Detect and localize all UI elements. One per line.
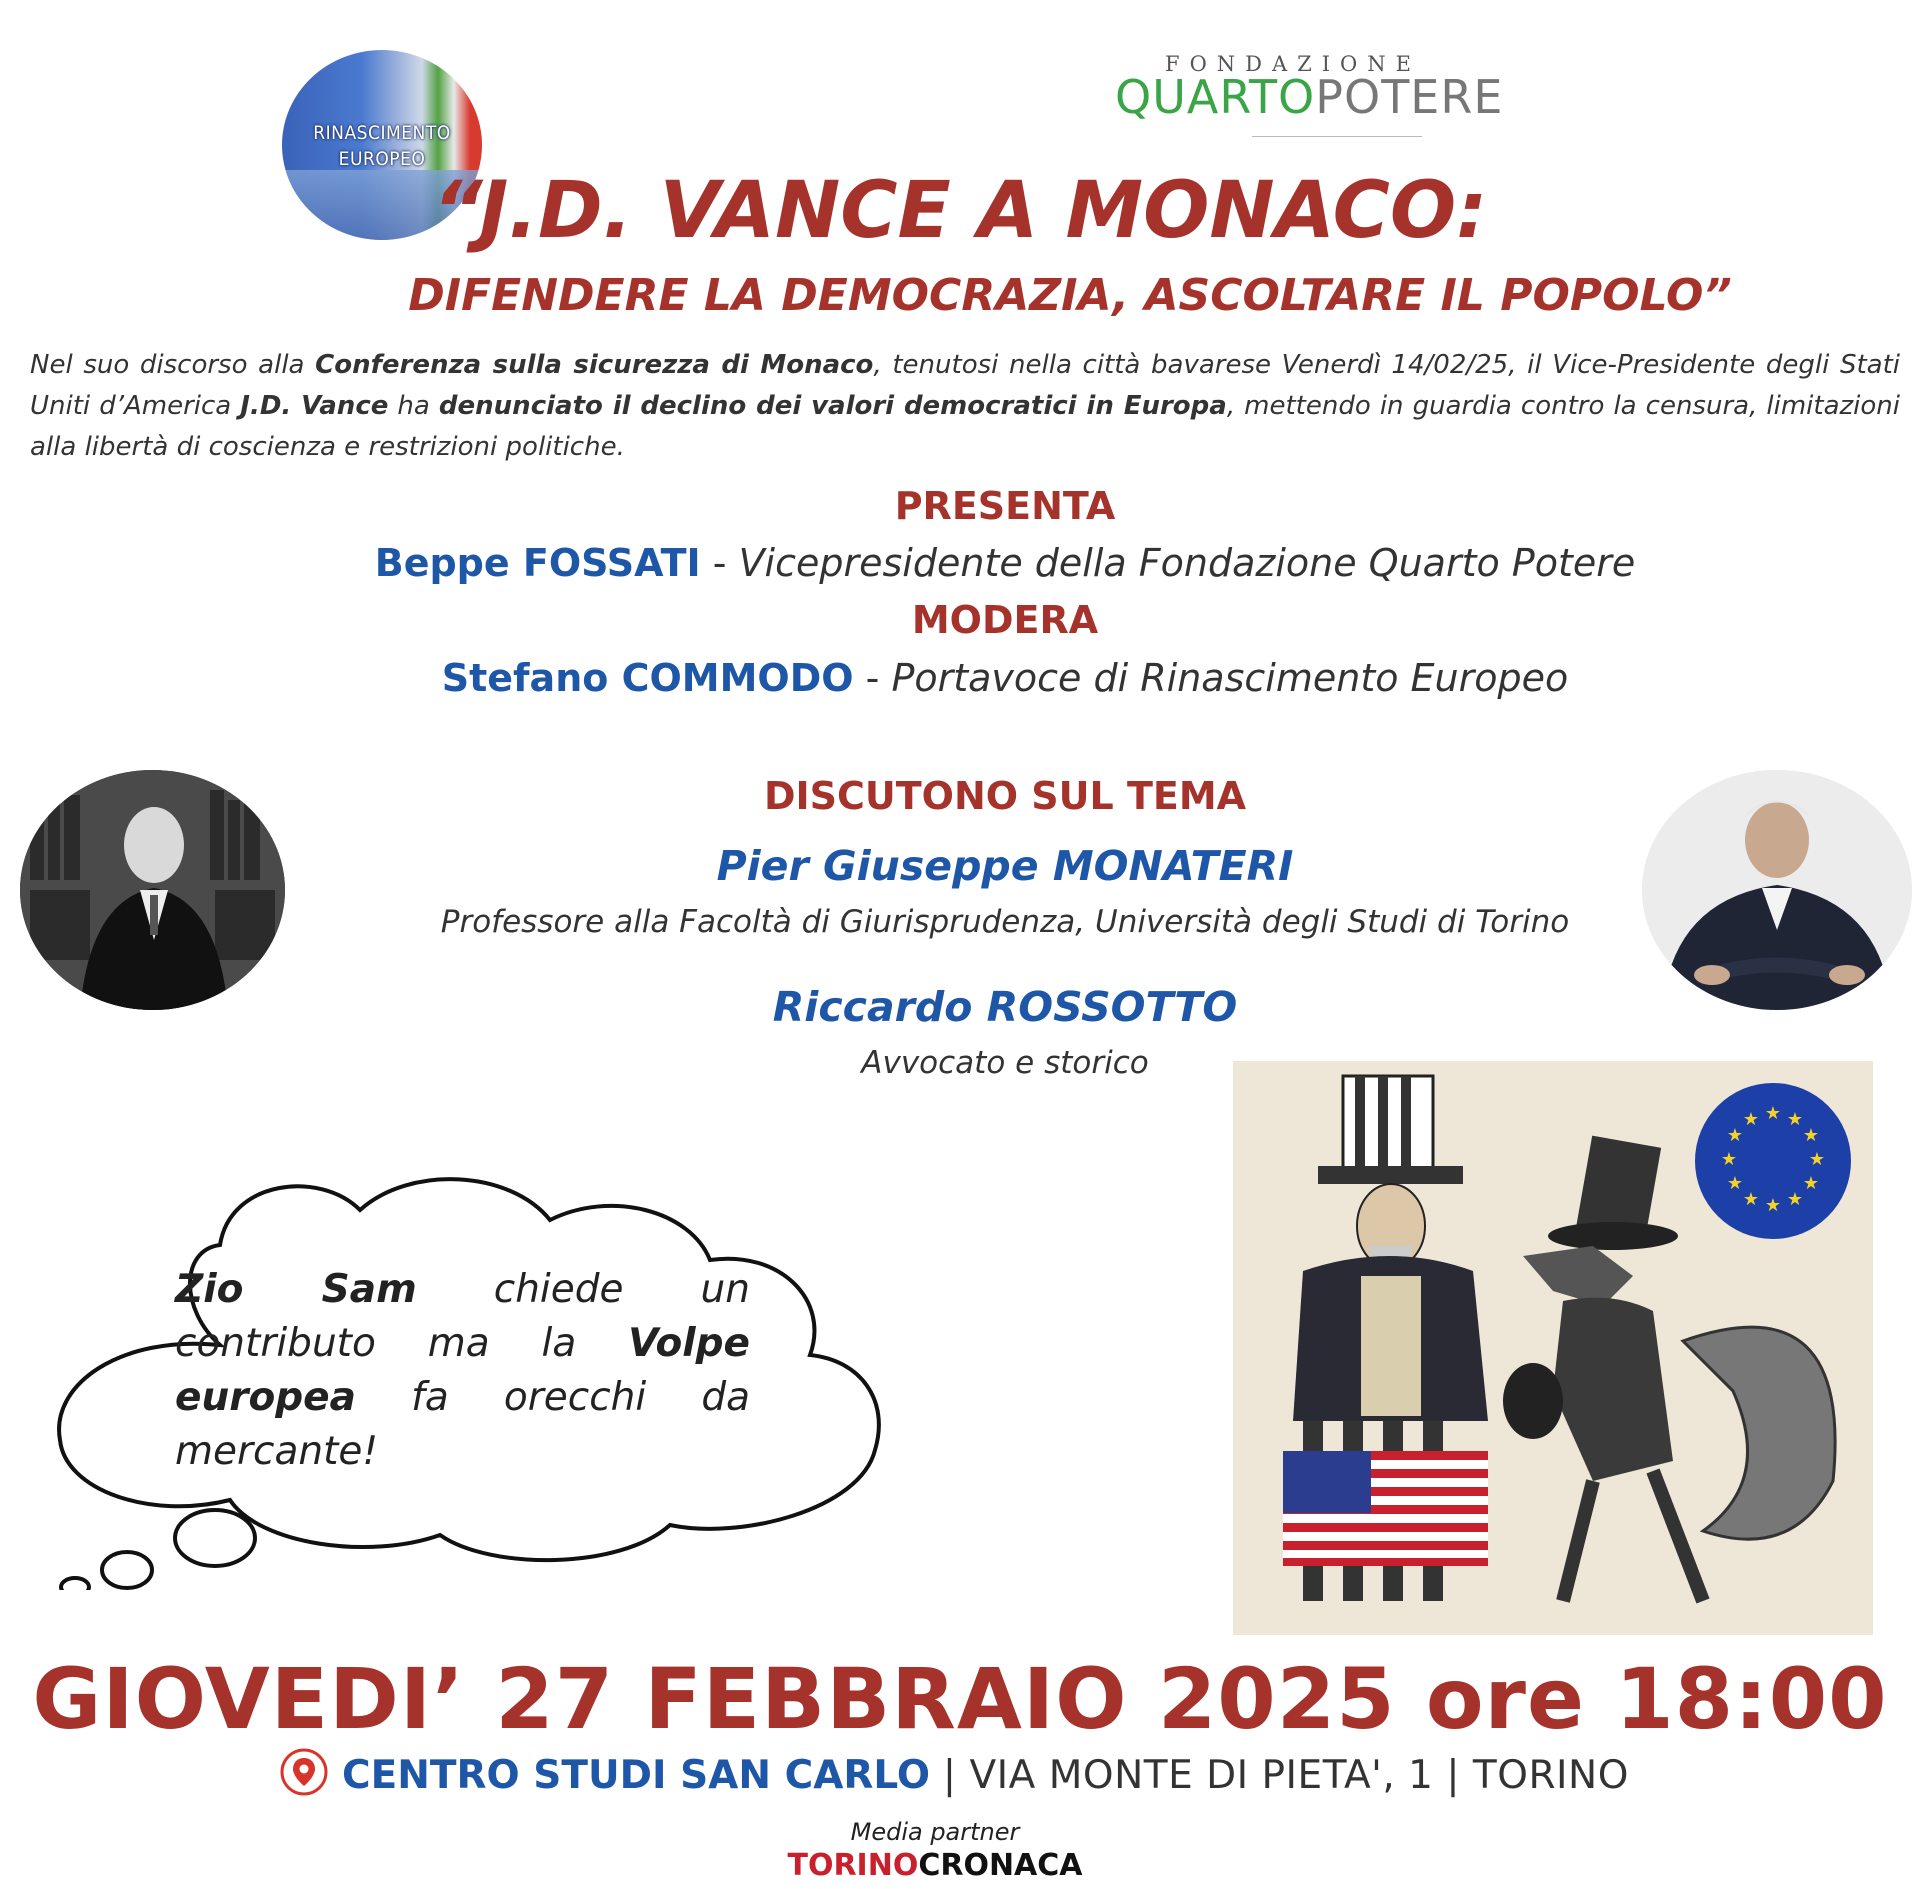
location-pin-icon — [280, 1748, 328, 1796]
quarto-word: QUARTO — [1115, 70, 1316, 124]
intro-text-1: Nel suo discorso alla — [30, 350, 316, 380]
bubble-text-1: chiede un contributo ma la — [175, 1267, 750, 1366]
svg-text:★: ★ — [1786, 1109, 1804, 1130]
uncle-sam-fox-cartoon — [1233, 1061, 1873, 1635]
svg-text:★: ★ — [1720, 1149, 1738, 1170]
speaker2-name: Riccardo ROSSOTTO — [772, 983, 1238, 1031]
speaker1-role: Professore alla Facoltà di Giurisprudenza, Università degli Studi di Torino — [440, 904, 1570, 940]
intro-bold-3: denunciato il declino dei valori democratici in Europa — [438, 391, 1227, 421]
torino-word: TORINO — [787, 1848, 919, 1883]
fondazione-label: FONDAZIONE — [1165, 52, 1421, 76]
presenter-role: Vicepresidente della Fondazione Quarto Potere — [738, 541, 1636, 585]
speaker1-portrait-graphic — [20, 770, 285, 1010]
intro-text-4: , mettendo in guardia contro la censura, limitazioni alla libertà di coscienza e restrizioni politiche. — [30, 391, 1901, 462]
speaker1-photo — [20, 770, 285, 1010]
media-partner-label: Media partner — [850, 1818, 1020, 1846]
presenter-line — [0, 541, 1920, 585]
logo-divider — [1252, 136, 1422, 137]
svg-text:★: ★ — [1742, 1109, 1760, 1130]
svg-text:★: ★ — [1802, 1173, 1820, 1194]
torinocronaca-logo — [0, 1848, 1870, 1883]
intro-paragraph — [30, 345, 1900, 468]
svg-text:★: ★ — [1764, 1195, 1782, 1216]
cartoon-graphic — [1233, 1061, 1873, 1635]
svg-text:★: ★ — [1764, 1103, 1782, 1124]
potere-word: POTERE — [1315, 70, 1504, 124]
speaker2-photo — [1642, 770, 1912, 1010]
bubble-text-2: fa orecchi da mercante! — [175, 1375, 750, 1474]
bubble-bold-1: Zio Sam — [175, 1267, 417, 1312]
svg-text:★: ★ — [1742, 1189, 1760, 1210]
intro-text-2: , tenutosi nella città bavarese Venerdì 14/02/25, il Vice-Presidente degli Stati Uniti d’America — [30, 350, 1900, 421]
quarto-potere-logo — [1115, 70, 1503, 124]
speaker1-name: Pier Giuseppe MONATERI — [716, 842, 1294, 890]
svg-text:★: ★ — [1726, 1125, 1744, 1146]
intro-bold-2: J.D. Vance — [240, 391, 389, 421]
discutono-heading: DISCUTONO SUL TEMA — [763, 774, 1247, 818]
bubble-text — [175, 1263, 750, 1479]
speaker2-portrait-graphic — [1642, 770, 1912, 1010]
svg-text:★: ★ — [1726, 1173, 1744, 1194]
us-flag — [1283, 1451, 1488, 1566]
svg-text:★: ★ — [1802, 1125, 1820, 1146]
moderator-line — [0, 656, 1920, 700]
intro-text-3: ha — [388, 391, 439, 421]
separator: - — [700, 541, 739, 585]
separator: - — [853, 656, 892, 700]
rinascimento-logo-line1: RINASCIMENTO — [313, 122, 451, 144]
moderator-role: Portavoce di Rinascimento Europeo — [891, 656, 1569, 700]
event-date: GIOVEDI’ 27 FEBBRAIO 2025 ore 18:00 — [32, 1650, 1888, 1748]
moderator-name: Stefano COMMODO — [441, 656, 854, 700]
intro-bold-1: Conferenza sulla sicurezza di Monaco — [315, 350, 874, 380]
speaker2-role: Avvocato e storico — [861, 1045, 1149, 1081]
bubble-bold-2: Volpe europea — [175, 1321, 750, 1420]
venue-name: CENTRO STUDI SAN CARLO — [342, 1753, 931, 1798]
event-title: “J.D. VANCE A MONACO: — [432, 166, 1488, 256]
rinascimento-logo-line2: EUROPEO — [338, 148, 426, 170]
svg-text:★: ★ — [1808, 1149, 1826, 1170]
venue-address: | VIA MONTE DI PIETA', 1 | TORINO — [930, 1753, 1629, 1798]
event-subtitle: DIFENDERE LA DEMOCRAZIA, ASCOLTARE IL POPOLO” — [408, 270, 1732, 321]
venue-line — [280, 1748, 1629, 1798]
modera-heading: MODERA — [911, 598, 1099, 642]
presenta-heading: PRESENTA — [894, 484, 1116, 528]
svg-text:★: ★ — [1786, 1189, 1804, 1210]
presenter-name: Beppe FOSSATI — [374, 541, 701, 585]
cronaca-word: CRONACA — [918, 1848, 1083, 1883]
